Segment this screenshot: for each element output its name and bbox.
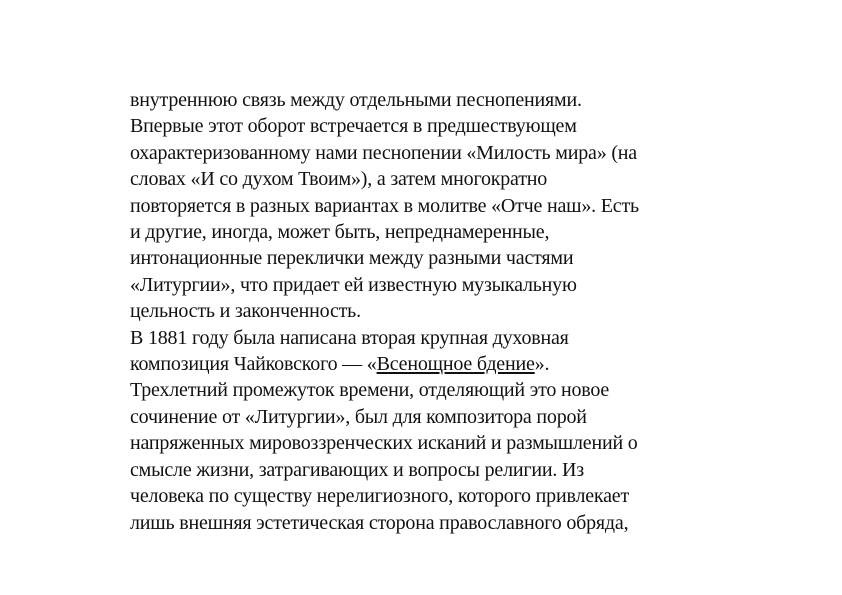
text-line: напряженных мировоззренческих исканий и размышлений о: [130, 432, 638, 455]
text-line: внутреннюю связь между отдельными песнопениями.: [130, 89, 582, 111]
text-line: охарактеризованному нами песнопении «Милость мира» (на: [130, 141, 637, 164]
text-line: «Литургии», что придает ей известную музыкальную: [130, 273, 577, 296]
text-line: человека по существу нерелигиозного, которого привлекает: [130, 485, 630, 508]
text-line: и другие, иногда, может быть, непреднамеренные,: [130, 221, 550, 244]
text-line-with-link: [130, 351, 730, 377]
text-line: словах «И со духом Твоим»), а затем многократно: [130, 168, 548, 191]
text-line: Впервые этот оборот встречается в предшествующем: [130, 115, 577, 138]
text-line: повторяется в разных вариантах в молитве «Отче наш». Есть: [130, 194, 639, 217]
text-segment: композиция Чайковского — «: [130, 353, 377, 376]
text-line: интонационные переклички между разными частями: [130, 247, 574, 270]
text-line: лишь внешняя эстетическая сторона православного обряда,: [130, 511, 629, 534]
vsenoshchnoe-bdenie-link[interactable]: Всенощное бдение: [376, 353, 535, 376]
text-line: Трехлетний промежуток времени, отделяющий это новое: [130, 379, 610, 402]
text-segment: ».: [534, 353, 550, 376]
text-line: цельность и законченность.: [130, 300, 361, 323]
text-line: сочинение от «Литургии», был для композитора порой: [130, 405, 587, 428]
text-line: смысле жизни, затрагивающих и вопросы религии. Из: [130, 458, 584, 481]
body-text: [130, 87, 730, 536]
text-line: В 1881 году была написана вторая крупная духовная: [130, 326, 569, 349]
